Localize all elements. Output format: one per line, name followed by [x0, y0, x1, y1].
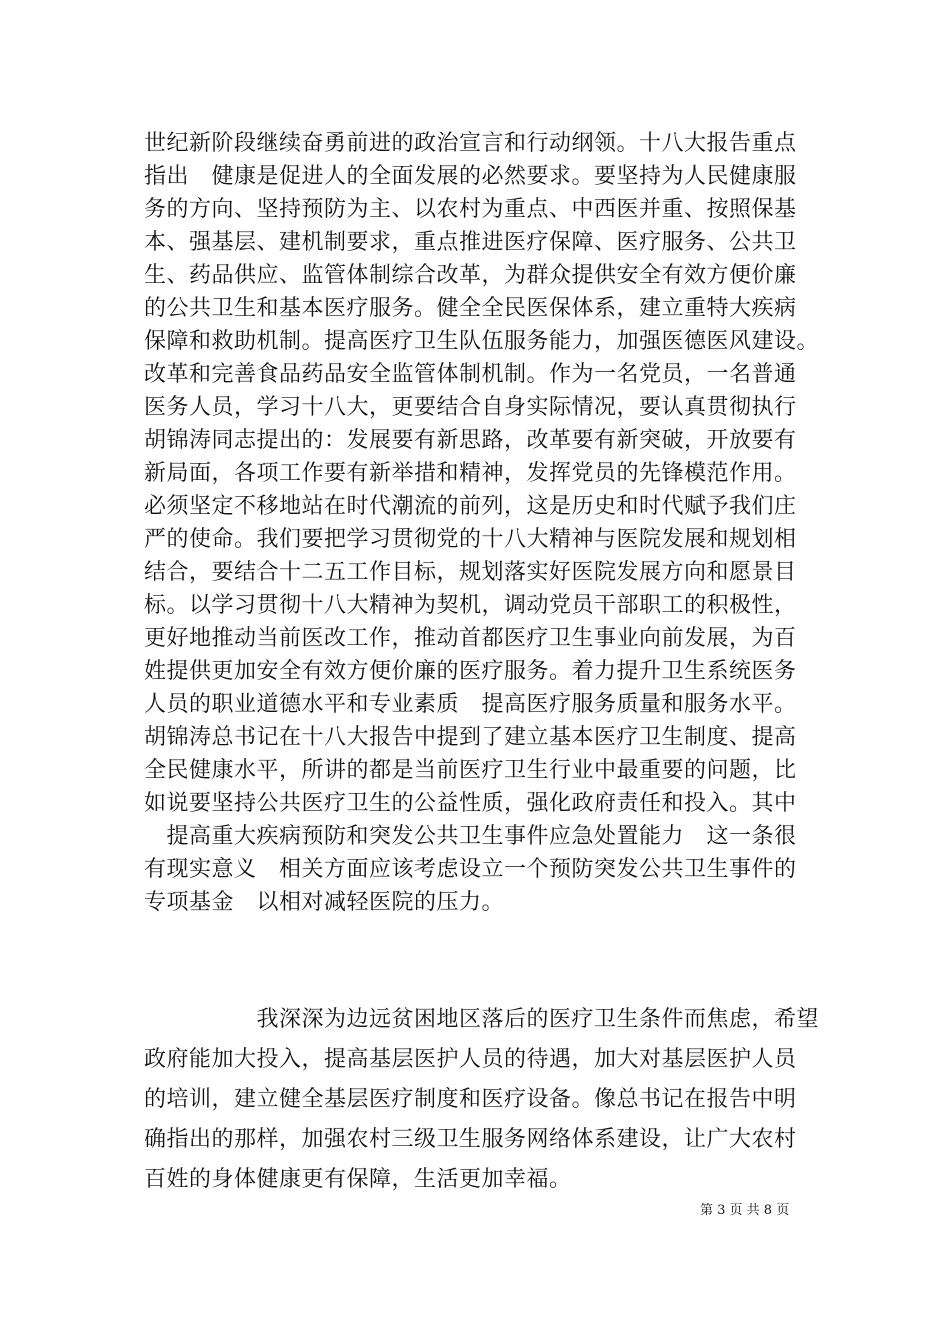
body-text-line: 必须坚定不移地站在时代潮流的前列，这是历史和时代赋予我们庄 [144, 494, 797, 519]
body-text-line: 新局面，各项工作要有新举措和精神，发挥党员的先锋模范作用。 [144, 461, 797, 486]
body-text-line: 姓提供更加安全有效方便价廉的医疗服务。着力提升卫生系统医务 [144, 659, 797, 684]
body-text-line: 指出 健康是促进人的全面发展的必然要求。要坚持为人民健康服 [144, 164, 797, 189]
body-text-line: 务的方向、坚持预防为主、以农村为重点、中西医并重、按照保基 [144, 197, 797, 222]
body-text-line: 结合，要结合十二五工作目标，规划落实好医院发展方向和愿景目 [144, 560, 797, 585]
body-text-line: 改革和完善食品药品安全监管体制机制。作为一名党员，一名普通 [144, 362, 797, 387]
body-text-line: 我深深为边远贫困地区落后的医疗卫生条件而焦虑，希望 [144, 1007, 820, 1032]
body-text-line: 提高重大疾病预防和突发公共卫生事件应急处置能力 这一条很 [144, 824, 797, 849]
body-text-line: 全民健康水平，所讲的都是当前医疗卫生行业中最重要的问题，比 [144, 758, 797, 783]
body-text-line: 胡锦涛总书记在十八大报告中提到了建立基本医疗卫生制度、提高 [144, 725, 797, 750]
body-text-line: 生、药品供应、监管体制综合改革，为群众提供安全有效方便价廉 [144, 263, 797, 288]
body-text-line: 政府能加大投入，提高基层医护人员的待遇，加大对基层医护人员 [144, 1047, 797, 1072]
body-text-line: 如说要坚持公共医疗卫生的公益性质，强化政府责任和投入。其中 [144, 791, 797, 816]
body-text-line: 的培训，建立健全基层医疗制度和医疗设备。像总书记在报告中明 [144, 1087, 797, 1112]
body-text-line: 专项基金 以相对减轻医院的压力。 [144, 890, 505, 915]
body-text-line: 的公共卫生和基本医疗服务。健全全民医保体系，建立重特大疾病 [144, 296, 797, 321]
body-text-line: 百姓的身体健康更有保障，生活更加幸福。 [144, 1167, 572, 1192]
body-text-line: 保障和救助机制。提高医疗卫生队伍服务能力，加强医德医风建设。 [144, 329, 820, 354]
body-text-line: 严的使命。我们要把学习贯彻党的十八大精神与医院发展和规划相 [144, 527, 797, 552]
body-text-line: 本、强基层、建机制要求，重点推进医疗保障、医疗服务、公共卫 [144, 230, 797, 255]
body-text-line: 标。以学习贯彻十八大精神为契机，调动党员干部职工的积极性， [144, 593, 797, 618]
body-text-line: 医务人员，学习十八大，更要结合自身实际情况，要认真贯彻执行 [144, 395, 797, 420]
body-text-line: 胡锦涛同志提出的：发展要有新思路，改革要有新突破，开放要有 [144, 428, 797, 453]
body-text-line: 有现实意义 相关方面应该考虑设立一个预防突发公共卫生事件的 [144, 857, 797, 882]
body-text-line: 确指出的那样，加强农村三级卫生服务网络体系建设，让广大农村 [144, 1127, 797, 1152]
body-text-line: 人员的职业道德水平和专业素质 提高医疗服务质量和服务水平。 [144, 692, 797, 717]
body-text-line: 世纪新阶段继续奋勇前进的政治宣言和行动纲领。十八大报告重点 [144, 131, 797, 156]
page-number-footer: 第 3 页 共 8 页 [700, 1203, 790, 1218]
body-text-line: 更好地推动当前医改工作，推动首都医疗卫生事业向前发展，为百 [144, 626, 797, 651]
